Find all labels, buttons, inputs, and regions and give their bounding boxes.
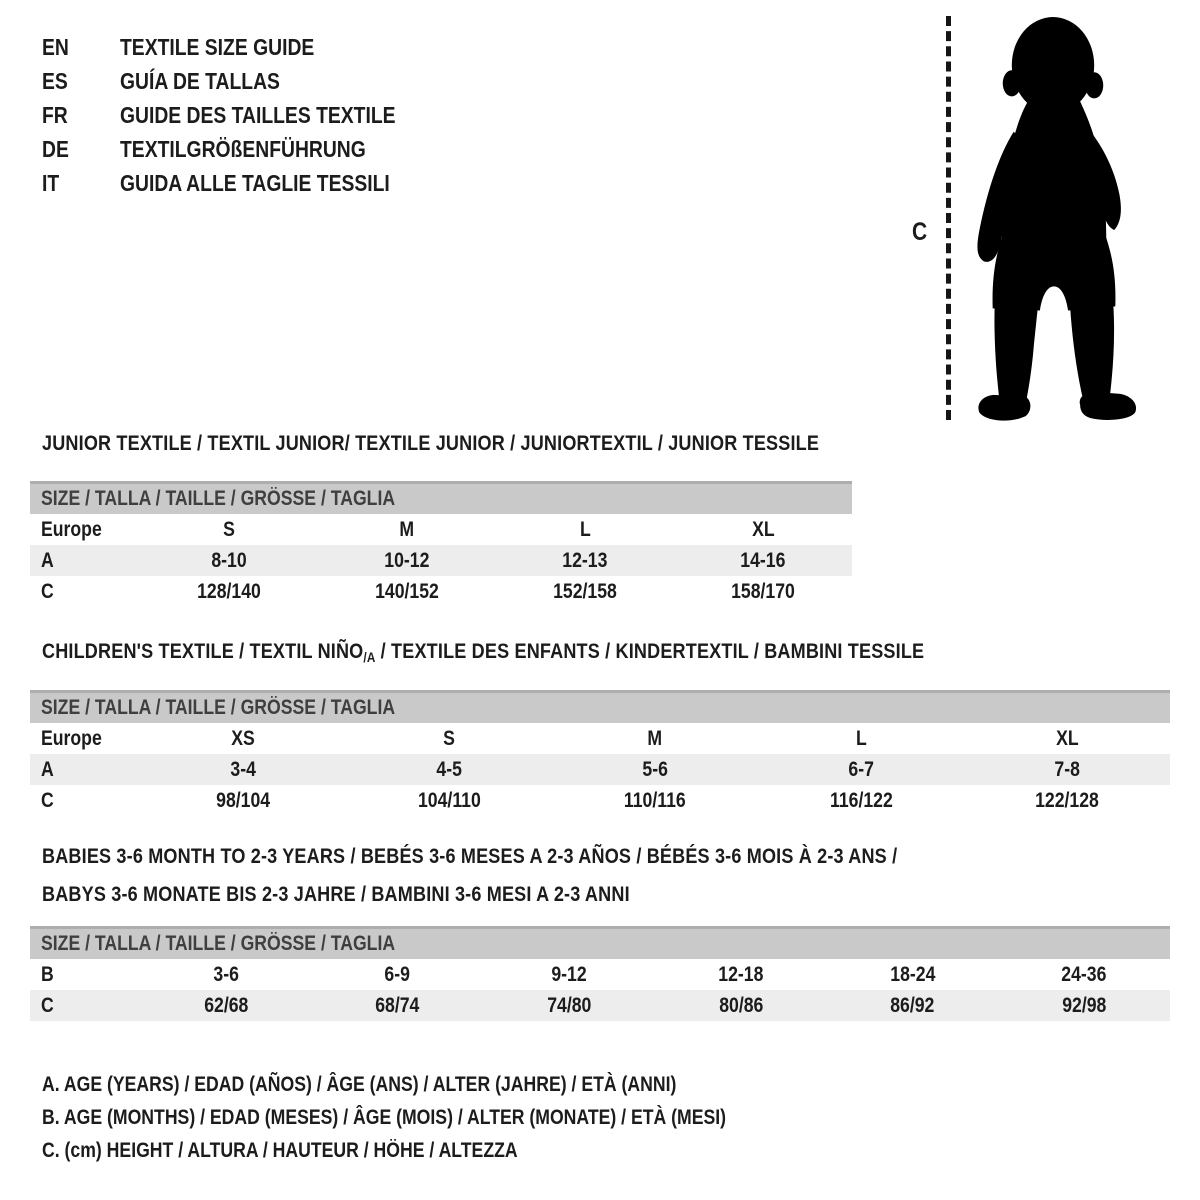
size-cell: XL	[1055, 726, 1079, 750]
age-cell: 3-4	[230, 757, 256, 781]
language-code: FR	[42, 101, 68, 128]
size-cell: S	[443, 726, 455, 750]
height-cell: 62/68	[203, 993, 248, 1017]
babies-size-table	[30, 926, 1170, 1021]
height-cell: 152/158	[553, 579, 617, 603]
months-cell: 6-9	[384, 962, 411, 986]
table-row-europe	[30, 723, 1170, 754]
size-header-bar: SIZE / TALLA / TAILLE / GRÖSSE / TAGLIA	[30, 690, 1170, 723]
table-row-height	[30, 785, 1170, 816]
table-row-months	[30, 959, 1170, 990]
height-cell: 68/74	[375, 993, 420, 1017]
size-cell: M	[399, 517, 415, 541]
legend-line-b: B. AGE (MONTHS) / EDAD (MESES) / ÂGE (MOIS) / ALTER (MONATE) / ETÀ (MESI)	[42, 1105, 727, 1129]
height-cell: 140/152	[375, 579, 439, 603]
row-label: C	[41, 788, 54, 812]
age-cell: 5-6	[642, 757, 668, 781]
legend-line-a: A. AGE (YEARS) / EDAD (AÑOS) / ÂGE (ANS) / ALTER (JAHRE) / ETÀ (ANNI)	[42, 1072, 677, 1096]
age-cell: 12-13	[562, 548, 608, 572]
row-label: A	[41, 548, 54, 572]
height-cell: 110/116	[624, 788, 686, 812]
language-row	[42, 64, 448, 98]
months-cell: 18-24	[889, 962, 936, 986]
table-row-europe	[30, 514, 852, 545]
months-cell: 24-36	[1061, 962, 1107, 986]
row-label: C	[41, 579, 54, 603]
measurement-legend	[42, 1068, 856, 1167]
height-cell: 122/128	[1035, 788, 1099, 812]
height-cell: 92/98	[1062, 993, 1107, 1017]
language-title: GUIDE DES TAILLES TEXTILE	[120, 101, 396, 128]
size-cell: L	[855, 726, 867, 750]
height-cell: 98/104	[216, 788, 270, 812]
height-measure-label: C	[912, 218, 928, 246]
children-size-table	[30, 690, 1170, 816]
row-label: B	[41, 962, 54, 986]
height-cell: 128/140	[197, 579, 261, 603]
months-cell: 9-12	[551, 962, 587, 986]
size-cell: XL	[751, 517, 775, 541]
legend-line-c: C. (cm) HEIGHT / ALTURA / HAUTEUR / HÖHE / ALTEZZA	[42, 1138, 518, 1162]
row-label: Europe	[41, 726, 102, 750]
language-code: EN	[42, 33, 69, 60]
size-cell: S	[223, 517, 235, 541]
height-cell: 116/122	[829, 788, 893, 812]
language-title: TEXTILE SIZE GUIDE	[120, 33, 315, 60]
title-subscript: /A	[363, 649, 376, 665]
babies-section-title-line2: BABYS 3-6 MONATE BIS 2-3 JAHRE / BAMBINI 3-6 MESI A 2-3 ANNI	[42, 882, 630, 906]
toddler-silhouette-icon	[963, 13, 1145, 425]
junior-size-table	[30, 481, 852, 607]
table-row-age	[30, 754, 1170, 785]
size-header-bar: SIZE / TALLA / TAILLE / GRÖSSE / TAGLIA	[30, 481, 852, 514]
age-cell: 8-10	[211, 548, 247, 572]
months-cell: 3-6	[213, 962, 239, 986]
language-row	[42, 98, 448, 132]
table-row-height	[30, 576, 852, 607]
language-row	[42, 132, 448, 166]
age-cell: 7-8	[1054, 757, 1080, 781]
language-title: TEXTILGRÖßENFÜHRUNG	[120, 135, 366, 162]
language-code: DE	[42, 135, 69, 162]
size-cell: L	[579, 517, 591, 541]
months-cell: 12-18	[718, 962, 764, 986]
language-code: IT	[42, 169, 60, 196]
height-cell: 104/110	[417, 788, 481, 812]
height-cell: 158/170	[731, 579, 795, 603]
height-cell: 74/80	[547, 993, 592, 1017]
babies-section-title-line1: BABIES 3-6 MONTH TO 2-3 YEARS / BEBÉS 3-6 MESES A 2-3 AÑOS / BÉBÉS 3-6 MOIS À 2-3 ANS /	[42, 844, 898, 868]
language-code: ES	[42, 67, 68, 94]
language-title: GUÍA DE TALLAS	[120, 67, 280, 94]
height-cell: 86/92	[890, 993, 935, 1017]
height-cell: 80/86	[718, 993, 763, 1017]
table-row-height	[30, 990, 1170, 1021]
language-row	[42, 30, 448, 64]
row-label: C	[41, 993, 54, 1017]
size-header-bar: SIZE / TALLA / TAILLE / GRÖSSE / TAGLIA	[30, 926, 1170, 959]
age-cell: 10-12	[384, 548, 430, 572]
age-cell: 6-7	[848, 757, 874, 781]
row-label: Europe	[41, 517, 102, 541]
row-label: A	[41, 757, 54, 781]
age-cell: 4-5	[436, 757, 462, 781]
language-title: GUIDA ALLE TAGLIE TESSILI	[120, 169, 390, 196]
size-cell: XS	[231, 726, 255, 750]
age-cell: 14-16	[740, 548, 786, 572]
junior-section-title: JUNIOR TEXTILE / TEXTIL JUNIOR/ TEXTILE JUNIOR / JUNIORTEXTIL / JUNIOR TESSILE	[42, 431, 820, 455]
children-section-title: CHILDREN'S TEXTILE / TEXTIL $NIÑO_{/A}$ / TEXTILE DES ENFANTS / KINDERTEXTIL / BAMBINI TESSILE	[42, 639, 925, 665]
size-cell: M	[647, 726, 663, 750]
language-title-list	[42, 30, 448, 200]
language-row	[42, 166, 448, 200]
table-row-age	[30, 545, 852, 576]
height-measure-dashed-line	[946, 16, 951, 420]
